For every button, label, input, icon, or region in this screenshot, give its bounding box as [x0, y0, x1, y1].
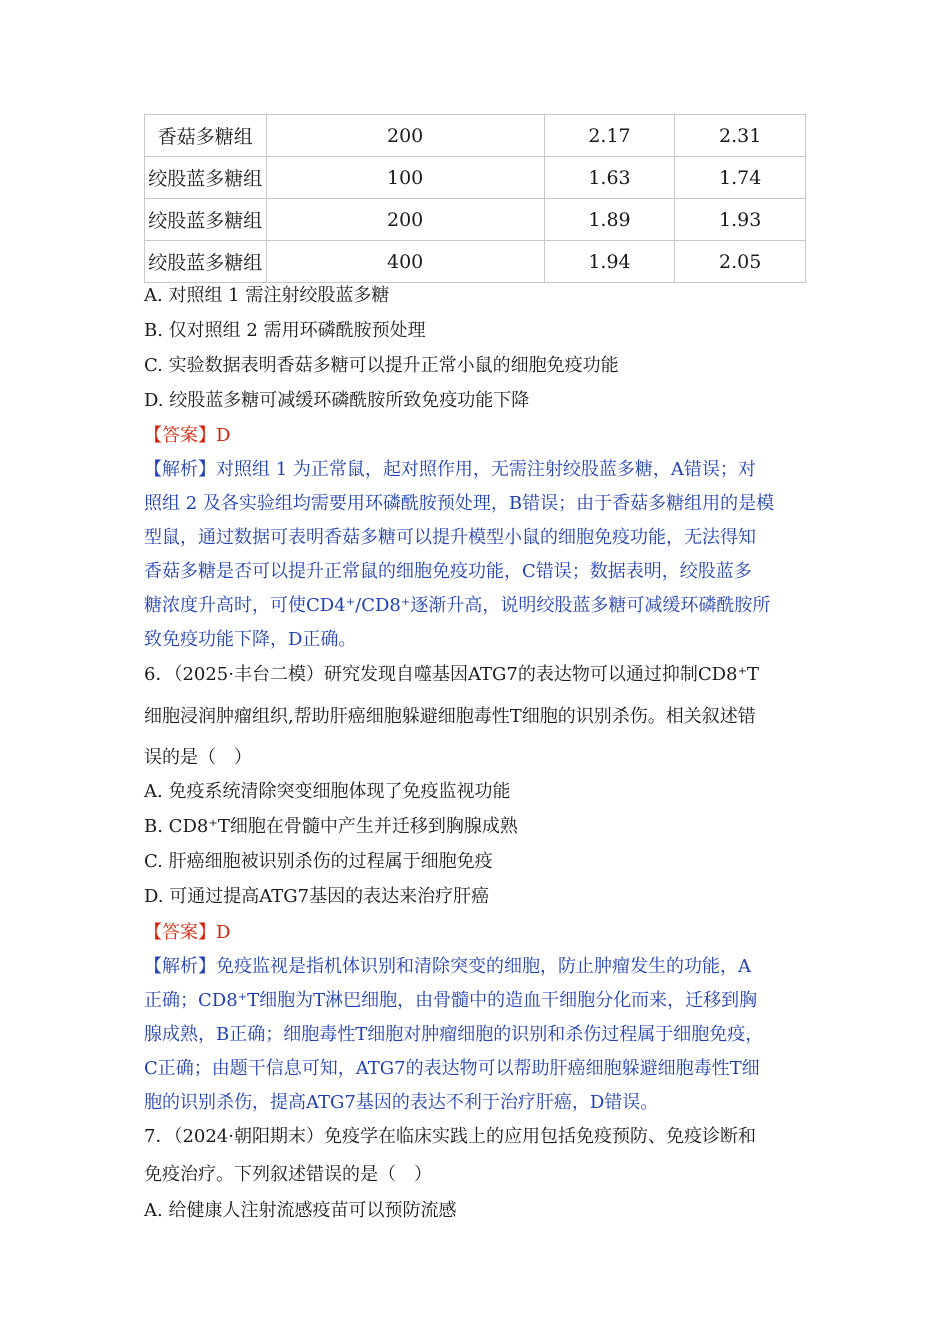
table-cell-v2: 2.31	[675, 115, 806, 157]
q6-analysis-line-1	[144, 952, 808, 982]
analysis-label: 【解析】	[144, 956, 216, 977]
q5-option-b: B. 仅对照组 2 需用环磷酰胺预处理	[144, 320, 426, 341]
q5-option-a: A. 对照组 1 需注射绞股蓝多糖	[144, 285, 390, 306]
table-row	[145, 241, 806, 283]
q5-option-d: D. 绞股蓝多糖可减缓环磷酰胺所致免疫功能下降	[144, 390, 530, 411]
table-row	[145, 115, 806, 157]
table-cell-v1: 1.89	[544, 199, 675, 241]
table-cell-group: 绞股蓝多糖组	[145, 157, 267, 199]
q6-option-b: B. CD8⁺T细胞在骨髓中产生并迁移到胸腺成熟	[144, 816, 518, 837]
q5-analysis-line-3: 型鼠，通过数据可表明香菇多糖可以提升模型小鼠的细胞免疫功能，无法得知	[144, 527, 756, 548]
q6-stem-line-3: 误的是（ ）	[144, 747, 252, 768]
table-cell-dose: 200	[266, 199, 544, 241]
q5-analysis-line-1	[144, 455, 808, 485]
q5-analysis-line-2: 照组 2 及各实验组均需要用环磷酰胺预处理，B错误；由于香菇多糖组用的是模	[144, 493, 775, 514]
q6-option-c: C. 肝癌细胞被识别杀伤的过程属于细胞免疫	[144, 851, 493, 872]
table-cell-group: 绞股蓝多糖组	[145, 241, 267, 283]
table-cell-group: 绞股蓝多糖组	[145, 199, 267, 241]
q5-answer	[144, 421, 808, 451]
table-cell-dose: 400	[266, 241, 544, 283]
q5-analysis-line-4: 香菇多糖是否可以提升正常鼠的细胞免疫功能，C错误；数据表明，绞股蓝多	[144, 561, 752, 582]
table-cell-dose: 200	[266, 115, 544, 157]
q5-analysis-line-5: 糖浓度升高时，可使CD4⁺/CD8⁺逐渐升高，说明绞股蓝多糖可减缓环磷酰胺所	[144, 595, 771, 616]
q6-analysis-line-4: C正确；由题干信息可知，ATG7的表达物可以帮助肝癌细胞躲避细胞毒性T细	[144, 1058, 760, 1079]
table-cell-v1: 2.17	[544, 115, 675, 157]
table-cell-v1: 1.94	[544, 241, 675, 283]
table-cell-dose: 100	[266, 157, 544, 199]
q7-option-a: A. 给健康人注射流感疫苗可以预防流感	[144, 1200, 457, 1221]
answer-label: 【答案】	[144, 425, 216, 446]
q7-stem-line-1: 7．（2024·朝阳期末）免疫学在临床实践上的应用包括免疫预防、免疫诊断和	[144, 1126, 756, 1147]
q5-option-c: C. 实验数据表明香菇多糖可以提升正常小鼠的细胞免疫功能	[144, 355, 619, 376]
q7-stem-line-2: 免疫治疗。下列叙述错误的是（ ）	[144, 1164, 432, 1185]
analysis-text: 免疫监视是指机体识别和清除突变的细胞，防止肿瘤发生的功能，A	[216, 956, 751, 977]
q6-stem-line-2: 细胞浸润肿瘤组织,帮助肝癌细胞躲避细胞毒性T细胞的识别杀伤。相关叙述错	[144, 706, 756, 727]
q6-answer	[144, 918, 808, 948]
q5-analysis-line-6: 致免疫功能下降，D正确。	[144, 629, 357, 650]
q6-option-a: A. 免疫系统清除突变细胞体现了免疫监视功能	[144, 781, 511, 802]
analysis-label: 【解析】	[144, 459, 216, 480]
analysis-text: 对照组 1 为正常鼠，起对照作用，无需注射绞股蓝多糖，A错误；对	[216, 459, 756, 480]
q6-analysis-line-2: 正确；CD8⁺T细胞为T淋巴细胞，由骨髓中的造血干细胞分化而来，迁移到胸	[144, 990, 758, 1011]
table-cell-group: 香菇多糖组	[145, 115, 267, 157]
q6-option-d: D. 可通过提高ATG7基因的表达来治疗肝癌	[144, 886, 490, 907]
results-table	[144, 114, 806, 283]
table-cell-v2: 2.05	[675, 241, 806, 283]
table-row	[145, 157, 806, 199]
q6-analysis-line-5: 胞的识别杀伤，提高ATG7基因的表达不利于治疗肝癌，D错误。	[144, 1092, 659, 1113]
q6-stem-line-1: 6．（2025·丰台二模）研究发现自噬基因ATG7的表达物可以通过抑制CD8⁺T	[144, 664, 759, 685]
table-cell-v2: 1.93	[675, 199, 806, 241]
table-cell-v2: 1.74	[675, 157, 806, 199]
table-row	[145, 199, 806, 241]
answer-value: D	[216, 425, 231, 446]
answer-value: D	[216, 922, 231, 943]
answer-label: 【答案】	[144, 922, 216, 943]
table-cell-v1: 1.63	[544, 157, 675, 199]
q6-analysis-line-3: 腺成熟，B正确；细胞毒性T细胞对肿瘤细胞的识别和杀伤过程属于细胞免疫，	[144, 1024, 764, 1045]
